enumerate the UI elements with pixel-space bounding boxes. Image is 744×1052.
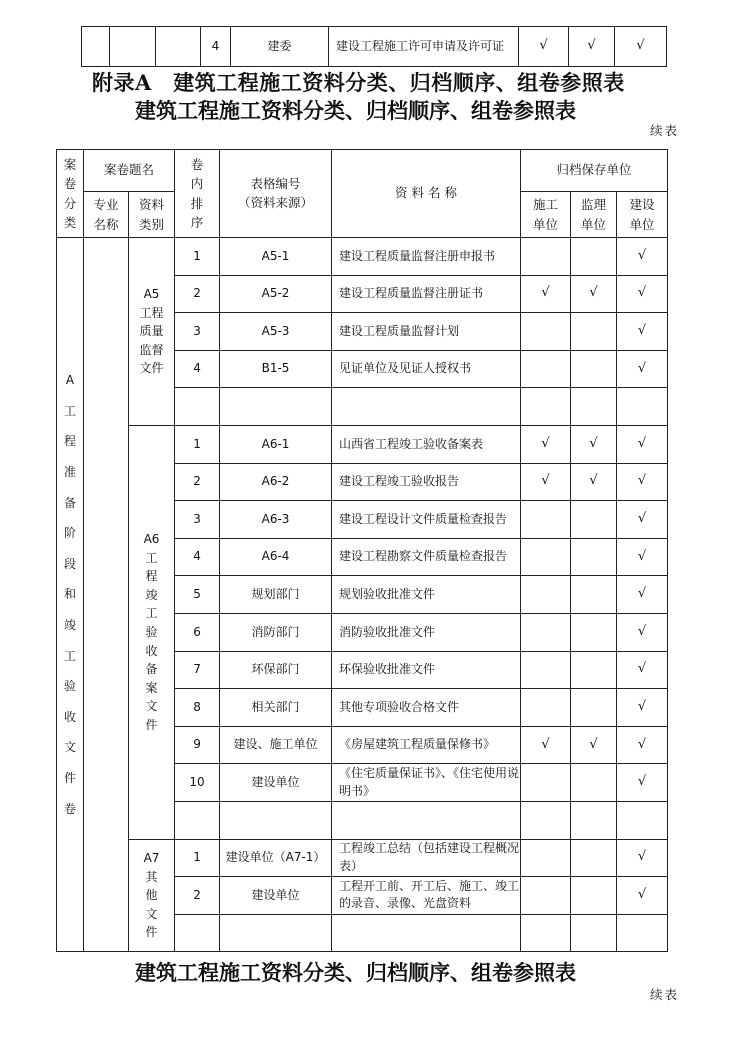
check-construction: √ [519,27,569,67]
seq-cell: 7 [175,651,220,689]
check-construction: √ [521,463,571,501]
empty-cell [571,388,617,426]
check-construction: √ [521,425,571,463]
check-supervision [571,238,617,276]
check-owner: √ [617,463,668,501]
empty-cell [521,914,571,952]
check-owner: √ [617,576,668,614]
seq-cell: 1 [175,839,220,877]
check-construction [521,501,571,539]
check-owner: √ [617,764,668,802]
empty-cell [175,388,220,426]
check-supervision [571,839,617,877]
continued-label: 续表 [650,987,680,1002]
name-cell: 建设工程竣工验收报告 [332,463,521,501]
code-cell: 消防部门 [220,613,332,651]
code-cell: A6-3 [220,501,332,539]
empty-cell [332,388,521,426]
owner-unit-header [617,192,668,238]
code-cell: A6-1 [220,425,332,463]
code-cell: A6-2 [220,463,332,501]
check-supervision [571,764,617,802]
check-owner: √ [617,651,668,689]
name-cell: 环保验收批准文件 [332,651,521,689]
code-cell: A5-3 [220,313,332,351]
check-owner: √ [617,613,668,651]
header-row [57,150,668,192]
name-cell: 《房屋建筑工程质量保修书》 [332,726,521,764]
code-cell: A5-1 [220,238,332,276]
check-construction: √ [521,726,571,764]
table-row [57,425,668,463]
construction-unit-header [521,192,571,238]
check-construction [521,613,571,651]
case-category-text: A 工 程 准 备 阶 段 和 竣 工 验 收 文 件 卷 [63,373,76,816]
continued-label: 续表 [650,123,680,138]
seq-cell: 2 [175,463,220,501]
check-construction [521,238,571,276]
check-owner: √ [617,238,668,276]
seq-cell: 10 [175,764,220,802]
empty-cell [156,27,201,67]
table-title: 建筑工程施工资料分类、归档顺序、组卷参照表 [135,960,576,985]
check-supervision [571,576,617,614]
code-cell: A6-4 [220,538,332,576]
code-cell: 相关部门 [220,689,332,727]
check-owner: √ [617,313,668,351]
check-construction: √ [521,275,571,313]
supervision-unit-header-text: 监理 单位 [581,197,607,232]
check-construction [521,877,571,915]
code-cell: 建设单位 [220,764,332,802]
check-supervision [571,538,617,576]
check-owner: √ [617,726,668,764]
check-supervision [571,689,617,727]
empty-cell [521,388,571,426]
seq-cell: 2 [175,275,220,313]
check-owner: √ [617,538,668,576]
check-supervision [571,613,617,651]
name-cell: 其他专项验收合格文件 [332,689,521,727]
name-cell: 山西省工程竣工验收备案表 [332,425,521,463]
name-cell: 见证单位及见证人授权书 [332,350,521,388]
material-category-header-text: 资料 类别 [139,197,165,232]
material-name-header: 资 料 名 称 [332,150,521,238]
seq-cell: 1 [175,425,220,463]
check-owner: √ [617,425,668,463]
code-cell: 建设、施工单位 [220,726,332,764]
name-cell: 建设工程施工许可申请及许可证 [329,27,519,67]
check-construction [521,538,571,576]
volume-title-header: 案卷题名 [84,150,175,192]
table-title: 建筑工程施工资料分类、归档顺序、组卷参照表 [135,98,576,123]
volume-order-header-text: 卷 内 排 序 [190,156,204,230]
empty-cell [617,801,668,839]
table-row [57,839,668,877]
supervision-unit-header [571,192,617,238]
empty-cell [521,801,571,839]
table-row [57,238,668,276]
empty-cell [571,914,617,952]
check-owner: √ [615,27,667,67]
material-category-cell [129,425,175,839]
check-supervision: √ [571,463,617,501]
seq-cell: 3 [175,501,220,539]
name-cell: 建设工程质量监督注册证书 [332,275,521,313]
check-construction [521,651,571,689]
empty-cell [220,388,332,426]
name-cell: 建设工程质量监督计划 [332,313,521,351]
empty-cell [82,27,110,67]
material-category-text: A6 工 程 竣 工 验 收 备 案 文 件 [143,531,160,732]
empty-cell [332,914,521,952]
empty-cell [332,801,521,839]
check-owner: √ [617,275,668,313]
check-supervision [571,651,617,689]
code-cell: 建委 [231,27,329,67]
empty-cell [617,914,668,952]
check-owner: √ [617,689,668,727]
empty-cell [175,914,220,952]
check-construction [521,576,571,614]
empty-cell [220,801,332,839]
archive-reference-table [56,149,668,952]
seq-cell: 4 [175,538,220,576]
table-row [82,27,667,67]
case-category-cell [57,238,84,952]
seq-cell: 5 [175,576,220,614]
check-construction [521,839,571,877]
material-category-text: A7 其 他 文 件 [143,850,160,940]
name-cell: 建设工程设计文件质量检查报告 [332,501,521,539]
check-construction [521,689,571,727]
check-supervision [571,877,617,915]
check-owner: √ [617,839,668,877]
seq-cell: 3 [175,313,220,351]
specialty-name-cell [84,238,129,952]
code-cell: 环保部门 [220,651,332,689]
empty-cell [617,388,668,426]
form-number-header-text: 表格编号 （资料来源） [238,176,314,210]
material-category-header [129,192,175,238]
empty-cell [220,914,332,952]
case-category-header [57,150,84,238]
check-supervision: √ [571,275,617,313]
check-owner: √ [617,501,668,539]
form-number-header [220,150,332,238]
code-cell: 建设单位 [220,877,332,915]
volume-order-header [175,150,220,238]
name-cell: 《住宅质量保证书》、《住宅使用说明书》 [332,764,521,802]
case-category-header-text: 案 卷 分 类 [63,156,77,230]
check-supervision: √ [571,726,617,764]
name-cell: 工程竣工总结（包括建设工程概况表） [332,839,521,877]
seq-cell: 8 [175,689,220,727]
empty-cell [110,27,156,67]
check-construction [521,350,571,388]
seq-cell: 9 [175,726,220,764]
construction-unit-header-text: 施工 单位 [533,197,559,232]
empty-cell [571,801,617,839]
owner-unit-header-text: 建设 单位 [629,197,655,232]
table-body [57,238,668,952]
name-cell: 消防验收批准文件 [332,613,521,651]
check-owner: √ [617,350,668,388]
seq-cell: 4 [201,27,231,67]
code-cell: B1-5 [220,350,332,388]
check-supervision: √ [569,27,615,67]
material-category-cell [129,238,175,426]
specialty-name-header [84,192,129,238]
archive-units-header: 归档保存单位 [521,150,668,192]
check-supervision [571,501,617,539]
name-cell: 建设工程质量监督注册申报书 [332,238,521,276]
appendix-title: 附录A 建筑工程施工资料分类、归档顺序、组卷参照表 [92,70,625,95]
seq-cell: 6 [175,613,220,651]
previous-table-fragment [81,26,667,67]
name-cell: 工程开工前、开工后、施工、竣工的录音、录像、光盘资料 [332,877,521,915]
check-supervision [571,350,617,388]
check-construction [521,764,571,802]
seq-cell: 4 [175,350,220,388]
code-cell: 规划部门 [220,576,332,614]
material-category-cell [129,839,175,952]
empty-cell [175,801,220,839]
seq-cell: 2 [175,877,220,915]
check-construction [521,313,571,351]
material-category-text: A5 工程 质量 监督 文件 [139,287,164,376]
code-cell: 建设单位（A7-1） [220,839,332,877]
check-supervision [571,313,617,351]
name-cell: 建设工程勘察文件质量检查报告 [332,538,521,576]
name-cell: 规划验收批准文件 [332,576,521,614]
check-supervision: √ [571,425,617,463]
seq-cell: 1 [175,238,220,276]
code-cell: A5-2 [220,275,332,313]
check-owner: √ [617,877,668,915]
specialty-name-header-text: 专业 名称 [93,197,119,232]
